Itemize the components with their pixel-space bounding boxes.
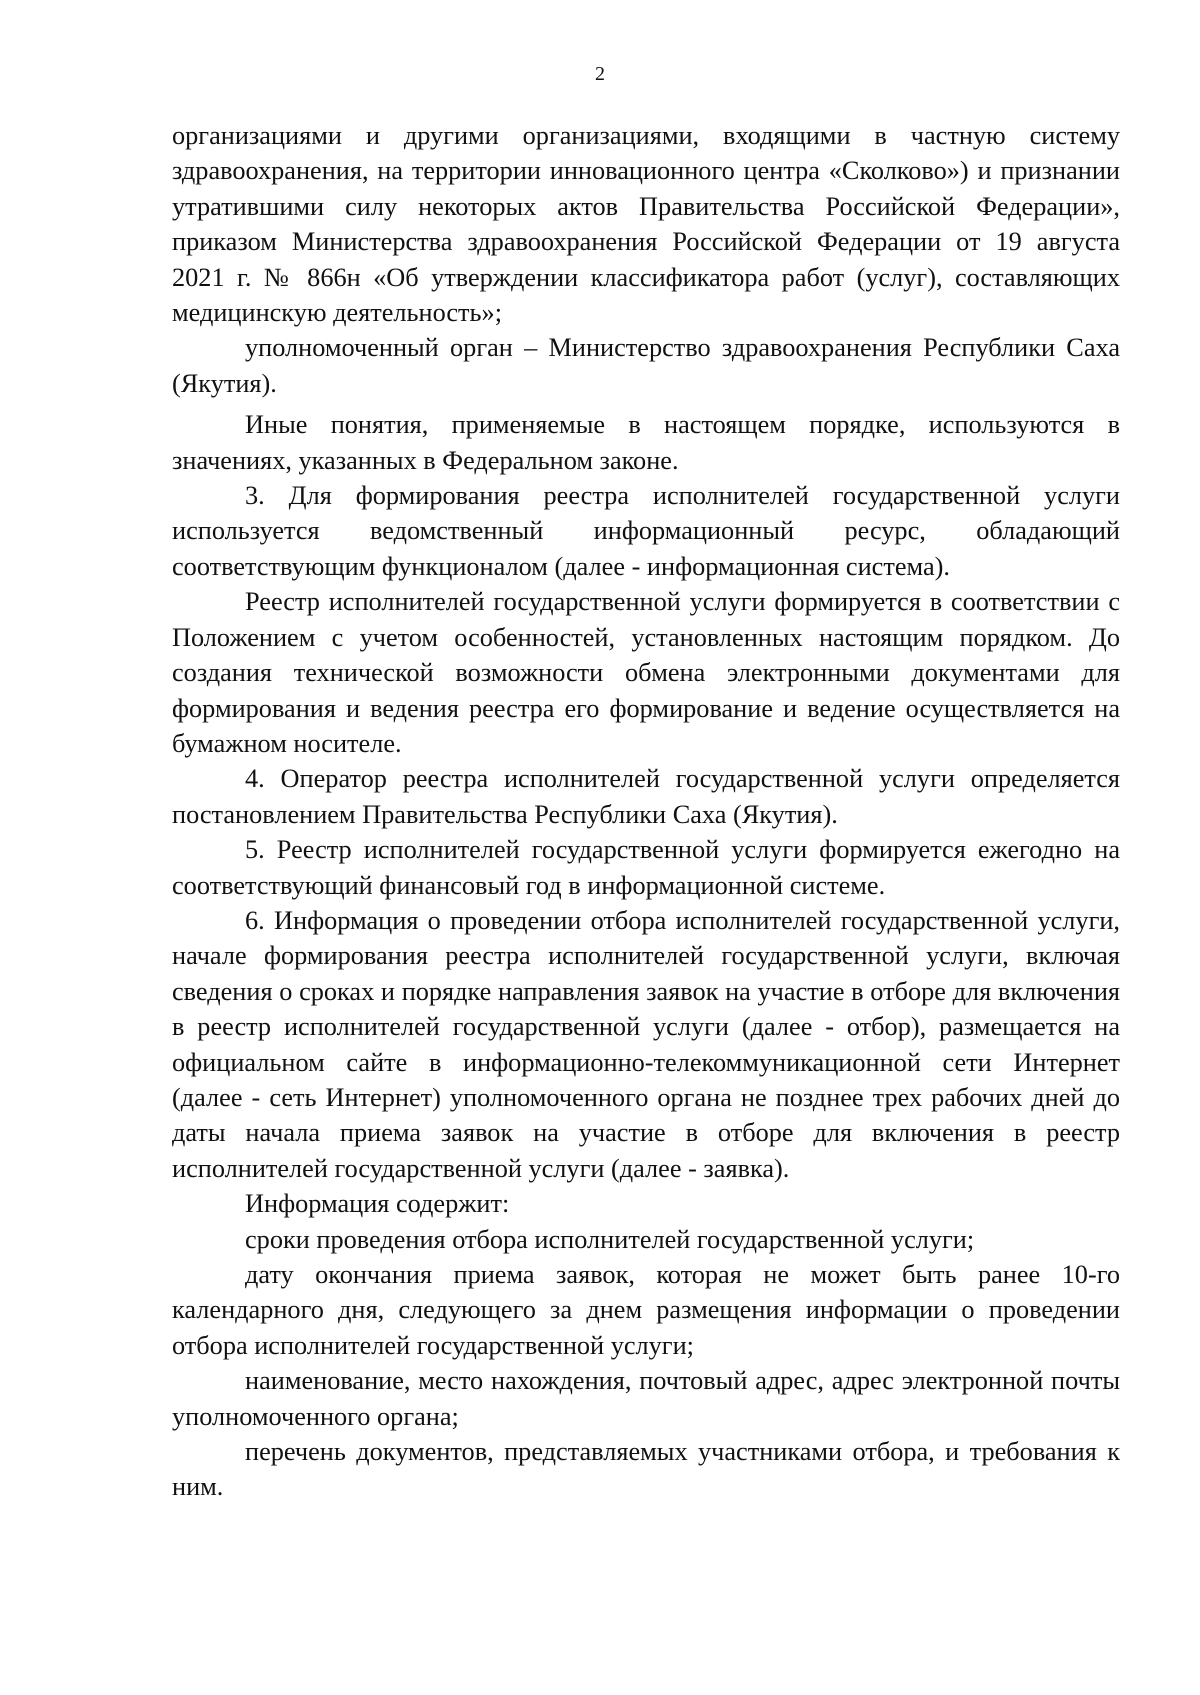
paragraph-other-terms: Иные понятия, применяемые в настоящем порядке, используются в значениях, указанных в Федеральном законе. — [172, 410, 1120, 475]
paragraph-item-6: 6. Информация о проведении отбора исполнителей государственной услуги, начале формирования реестра исполнителей государственной услуги, включая сведения о сроках и порядке направления заявок на участие в отборе для включения в реестр исполнителей государственной услуги (далее - отбор), размещается на официальном сайте в информационно-телекоммуникационной сети Интернет (далее - сеть Интернет) уполномоченного органа не позднее трех рабочих дней до даты начала приема заявок на участие в отборе для включения в реестр исполнителей государственной услуги (далее - заявка). — [172, 905, 1120, 1183]
document-body — [172, 118, 1120, 1505]
page-number: 2 — [595, 63, 605, 85]
paragraph-item-3: 3. Для формирования реестра исполнителей государственной услуги используется ведомственный информационный ресурс, обладающий соответствующим функционалом (далее - информационная система). — [172, 481, 1120, 581]
paragraph-information-contains: Информация содержит: — [245, 1189, 510, 1219]
paragraph-authorized-body: уполномоченный орган – Министерство здравоохранения Республики Саха (Якутия). — [172, 333, 1120, 398]
list-item-authority-contacts: наименование, место нахождения, почтовый адрес, адрес электронной почты уполномоченного органа; — [172, 1366, 1120, 1431]
list-item-deadline: дату окончания приема заявок, которая не может быть ранее 10-го календарного дня, следующего за днем размещения информации о проведении отбора исполнителей государственной услуги; — [172, 1260, 1120, 1360]
list-item-selection-dates: сроки проведения отбора исполнителей государственной услуги; — [245, 1224, 975, 1254]
paragraph-registry-formation: Реестр исполнителей государственной услуги формируется в соответствии с Положением с учетом особенностей, установленных настоящим порядком. До создания технической возможности обмена электронными документами для формирования и ведения реестра его формирование и ведение осуществляется на бумажном носителе. — [172, 587, 1120, 758]
paragraph-continuation: организациями и другими организациями, входящими в частную систему здравоохранения, на территории инновационного центра «Сколково») и признании утратившими силу некоторых актов Правительства Российской Федерации», приказом Министерства здравоохранения Российской Федерации от 19 августа 2021 г. № 866н «Об утверждении классификатора работ (услуг), составляющих медицинскую деятельность»; — [172, 121, 1120, 328]
paragraph-item-5: 5. Реестр исполнителей государственной услуги формируется ежегодно на соответствующий финансовый год в информационной системе. — [172, 835, 1120, 900]
list-item-documents: перечень документов, представляемых участниками отбора, и требования к ним. — [172, 1437, 1120, 1502]
paragraph-item-4: 4. Оператор реестра исполнителей государственной услуги определяется постановлением Правительства Республики Саха (Якутия). — [172, 764, 1120, 829]
